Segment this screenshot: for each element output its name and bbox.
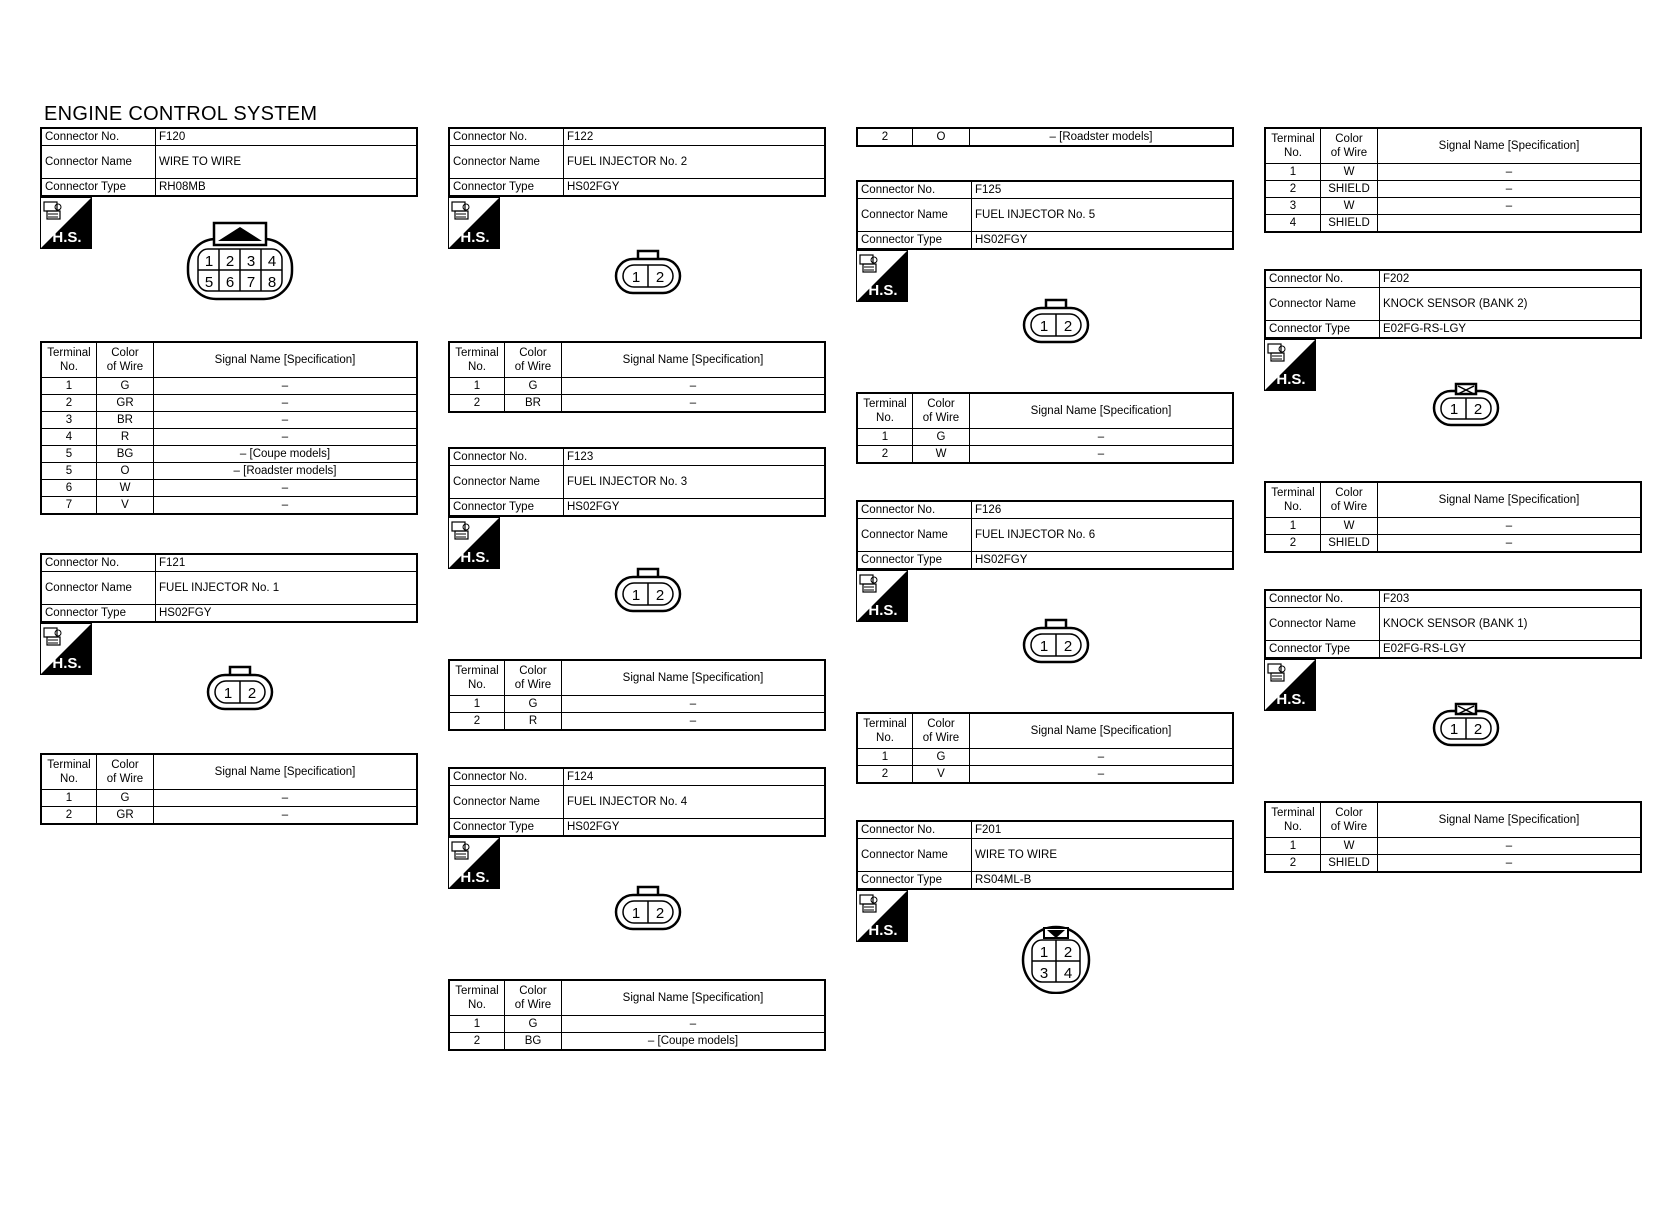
table-row: 1 W – <box>1265 164 1641 181</box>
connector-name: FUEL INJECTOR No. 5 <box>972 199 1234 232</box>
header-terminal: Terminal No. <box>1265 802 1321 838</box>
connector-2pin-x-diagram <box>1430 701 1502 749</box>
connector-2pin-diagram <box>612 249 684 297</box>
label-connector-no: Connector No. <box>857 821 972 839</box>
hs-connector-icon <box>856 250 908 302</box>
connector-block-f124 <box>448 767 826 1047</box>
header-color: Color of Wire <box>913 393 970 429</box>
connector-name: FUEL INJECTOR No. 6 <box>972 519 1234 552</box>
connector-info-table <box>1264 589 1642 659</box>
label-connector-no: Connector No. <box>449 768 564 786</box>
connector-no: F120 <box>156 128 418 146</box>
header-terminal: Terminal No. <box>449 660 505 696</box>
connector-info-table <box>40 553 418 623</box>
header-color: Color of Wire <box>505 980 562 1016</box>
connector-block-f202 <box>1264 269 1642 549</box>
label-connector-no: Connector No. <box>857 501 972 519</box>
label-connector-name: Connector Name <box>449 786 564 819</box>
label-connector-name: Connector Name <box>1265 288 1380 321</box>
table-row: 2 SHIELD – <box>1265 855 1641 873</box>
table-row: 2 BR – <box>449 395 825 413</box>
connector-type: HS02FGY <box>564 179 826 197</box>
table-row: 1 G – <box>41 378 417 395</box>
header-signal: Signal Name [Specification] <box>970 393 1234 429</box>
connector-8pin-diagram <box>180 219 300 305</box>
connector-name: WIRE TO WIRE <box>972 839 1234 872</box>
label-connector-name: Connector Name <box>449 146 564 179</box>
hs-connector-icon <box>40 197 92 249</box>
table-row: 2 SHIELD – <box>1265 535 1641 553</box>
connector-2pin-diagram <box>1020 298 1092 346</box>
connector-block-f123 <box>448 447 826 727</box>
connector-block-f121 <box>40 553 418 821</box>
table-row: 1 W – <box>1265 838 1641 855</box>
label-connector-name: Connector Name <box>41 146 156 179</box>
table-row: 1 G – <box>857 429 1233 446</box>
connector-type: HS02FGY <box>156 605 418 623</box>
label-connector-no: Connector No. <box>1265 270 1380 288</box>
pin-table <box>448 979 826 1051</box>
header-signal: Signal Name [Specification] <box>562 980 826 1016</box>
label-connector-name: Connector Name <box>857 839 972 872</box>
connector-name: FUEL INJECTOR No. 3 <box>564 466 826 499</box>
header-signal: Signal Name [Specification] <box>154 342 418 378</box>
header-terminal: Terminal No. <box>449 342 505 378</box>
connector-block-f126 <box>856 500 1234 780</box>
connector-block-f120 <box>40 127 418 511</box>
table-row: 2 O – [Roadster models] <box>857 128 1233 146</box>
label-connector-no: Connector No. <box>41 554 156 572</box>
connector-2pin-diagram <box>1020 618 1092 666</box>
header-color: Color of Wire <box>1321 482 1378 518</box>
connector-name: KNOCK SENSOR (BANK 2) <box>1380 288 1642 321</box>
label-connector-type: Connector Type <box>41 605 156 623</box>
header-color: Color of Wire <box>505 660 562 696</box>
connector-no: F122 <box>564 128 826 146</box>
connector-block-f122 <box>448 127 826 409</box>
label-connector-type: Connector Type <box>449 819 564 837</box>
connector-info-table <box>1264 269 1642 339</box>
label-connector-no: Connector No. <box>41 128 156 146</box>
table-row: 3 BR – <box>41 412 417 429</box>
pin-table-continuation <box>1264 127 1642 233</box>
table-row: 1 G – <box>449 378 825 395</box>
connector-2pin-diagram <box>612 885 684 933</box>
label-connector-name: Connector Name <box>449 466 564 499</box>
connector-info-table <box>448 127 826 197</box>
label-connector-no: Connector No. <box>1265 590 1380 608</box>
connector-type: RH08MB <box>156 179 418 197</box>
header-terminal: Terminal No. <box>1265 482 1321 518</box>
table-row: 2 R – <box>449 713 825 731</box>
table-row: 2 GR – <box>41 395 417 412</box>
hs-connector-icon <box>1264 659 1316 711</box>
label-connector-type: Connector Type <box>857 552 972 570</box>
connector-4pin-diagram <box>1018 924 1094 994</box>
table-row: 1 W – <box>1265 518 1641 535</box>
label-connector-name: Connector Name <box>1265 608 1380 641</box>
connector-no: F123 <box>564 448 826 466</box>
hs-connector-icon <box>448 837 500 889</box>
header-terminal: Terminal No. <box>41 754 97 790</box>
label-connector-name: Connector Name <box>857 199 972 232</box>
connector-type: RS04ML-B <box>972 872 1234 890</box>
connector-name: FUEL INJECTOR No. 2 <box>564 146 826 179</box>
header-terminal: Terminal No. <box>857 713 913 749</box>
table-row: 6 W – <box>41 480 417 497</box>
header-color: Color of Wire <box>97 342 154 378</box>
connector-type: HS02FGY <box>564 819 826 837</box>
pin-table <box>448 341 826 413</box>
header-terminal: Terminal No. <box>449 980 505 1016</box>
header-signal: Signal Name [Specification] <box>562 660 826 696</box>
pin-table <box>856 712 1234 784</box>
connector-2pin-x-diagram <box>1430 381 1502 429</box>
connector-type: HS02FGY <box>564 499 826 517</box>
connector-block-f201 <box>856 820 1234 890</box>
label-connector-type: Connector Type <box>1265 641 1380 659</box>
label-connector-name: Connector Name <box>41 572 156 605</box>
header-signal: Signal Name [Specification] <box>1378 482 1642 518</box>
header-signal: Signal Name [Specification] <box>562 342 826 378</box>
label-connector-type: Connector Type <box>449 499 564 517</box>
connector-type: HS02FGY <box>972 232 1234 250</box>
page-title: ENGINE CONTROL SYSTEM <box>44 103 318 125</box>
hs-connector-icon <box>856 890 908 942</box>
header-color: Color of Wire <box>505 342 562 378</box>
hs-connector-icon <box>1264 339 1316 391</box>
header-terminal: Terminal No. <box>1265 128 1321 164</box>
connector-info-table <box>40 127 418 197</box>
table-row: 5 BG – [Coupe models] <box>41 446 417 463</box>
table-row: 1 G – <box>449 696 825 713</box>
header-signal: Signal Name [Specification] <box>970 713 1234 749</box>
label-connector-type: Connector Type <box>1265 321 1380 339</box>
connector-block-f125 <box>856 180 1234 460</box>
table-row: 1 G – <box>449 1016 825 1033</box>
header-signal: Signal Name [Specification] <box>1378 128 1642 164</box>
connector-no: F121 <box>156 554 418 572</box>
connector-no: F126 <box>972 501 1234 519</box>
label-connector-type: Connector Type <box>449 179 564 197</box>
connector-name: FUEL INJECTOR No. 1 <box>156 572 418 605</box>
pin-table <box>856 392 1234 464</box>
label-connector-type: Connector Type <box>41 179 156 197</box>
connector-info-table <box>856 500 1234 570</box>
table-row: 2 W – <box>857 446 1233 464</box>
label-connector-name: Connector Name <box>857 519 972 552</box>
hs-connector-icon <box>856 570 908 622</box>
pin-table <box>1264 481 1642 553</box>
connector-info-table <box>856 820 1234 890</box>
header-color: Color of Wire <box>1321 802 1378 838</box>
pin-table-continuation <box>856 127 1234 147</box>
pin-table <box>40 341 418 515</box>
pin-table <box>40 753 418 825</box>
label-connector-type: Connector Type <box>857 872 972 890</box>
table-row: 4 SHIELD <box>1265 215 1641 233</box>
connector-no: F124 <box>564 768 826 786</box>
connector-type: E02FG-RS-LGY <box>1380 641 1642 659</box>
table-row: 1 G – <box>41 790 417 807</box>
connector-2pin-diagram <box>612 567 684 615</box>
label-connector-type: Connector Type <box>857 232 972 250</box>
header-color: Color of Wire <box>913 713 970 749</box>
table-row: 3 W – <box>1265 198 1641 215</box>
label-connector-no: Connector No. <box>449 448 564 466</box>
connector-no: F201 <box>972 821 1234 839</box>
pin-table <box>448 659 826 731</box>
connector-no: F203 <box>1380 590 1642 608</box>
connector-no: F125 <box>972 181 1234 199</box>
connector-info-table <box>448 767 826 837</box>
connector-type: E02FG-RS-LGY <box>1380 321 1642 339</box>
header-color: Color of Wire <box>1321 128 1378 164</box>
connector-type: HS02FGY <box>972 552 1234 570</box>
connector-name: FUEL INJECTOR No. 4 <box>564 786 826 819</box>
pin-table <box>1264 801 1642 873</box>
table-row: 5 O – [Roadster models] <box>41 463 417 480</box>
connector-2pin-diagram <box>204 665 276 713</box>
connector-info-table <box>856 180 1234 250</box>
connector-name: KNOCK SENSOR (BANK 1) <box>1380 608 1642 641</box>
table-row: 2 V – <box>857 766 1233 784</box>
table-row: 7 V – <box>41 497 417 515</box>
header-terminal: Terminal No. <box>857 393 913 429</box>
header-color: Color of Wire <box>97 754 154 790</box>
hs-connector-icon <box>448 517 500 569</box>
table-row: 2 SHIELD – <box>1265 181 1641 198</box>
connector-no: F202 <box>1380 270 1642 288</box>
table-row: 2 BG – [Coupe models] <box>449 1033 825 1051</box>
table-row: 2 GR – <box>41 807 417 825</box>
header-signal: Signal Name [Specification] <box>154 754 418 790</box>
header-signal: Signal Name [Specification] <box>1378 802 1642 838</box>
label-connector-no: Connector No. <box>857 181 972 199</box>
connector-block-f203 <box>1264 589 1642 869</box>
connector-name: WIRE TO WIRE <box>156 146 418 179</box>
connector-info-table <box>448 447 826 517</box>
table-row: 1 G – <box>857 749 1233 766</box>
table-row: 4 R – <box>41 429 417 446</box>
label-connector-no: Connector No. <box>449 128 564 146</box>
hs-connector-icon <box>40 623 92 675</box>
header-terminal: Terminal No. <box>41 342 97 378</box>
hs-connector-icon <box>448 197 500 249</box>
